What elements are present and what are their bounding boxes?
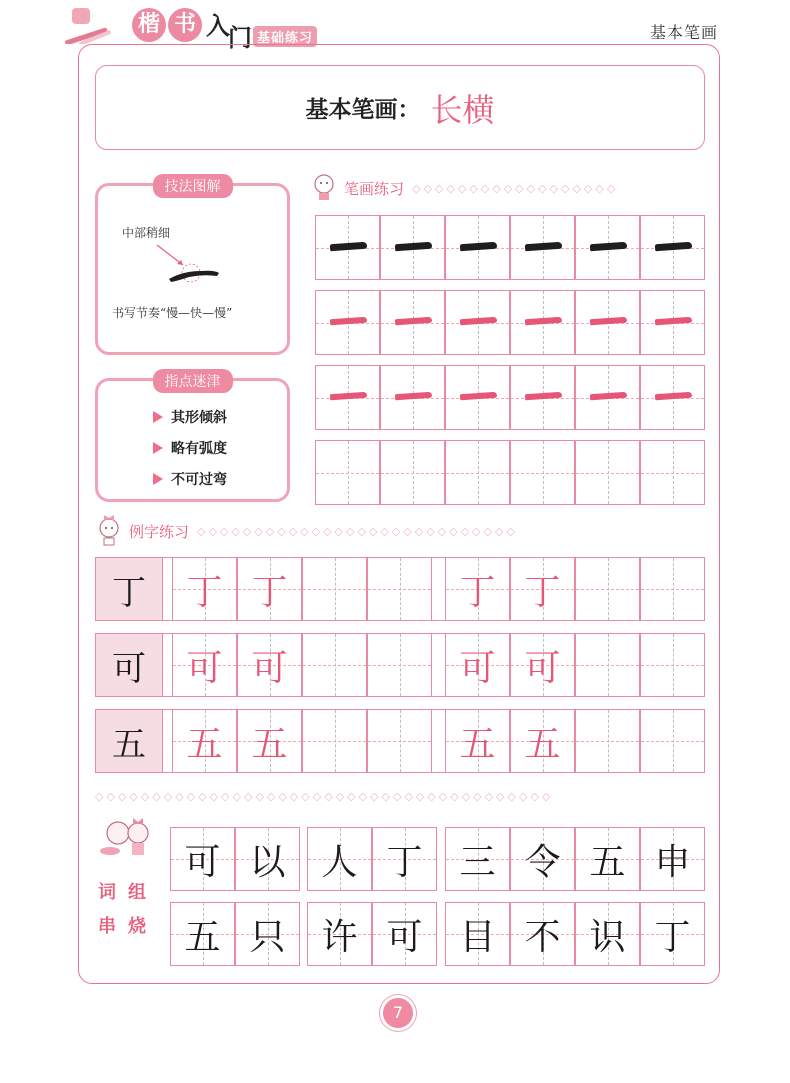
trace-character: 五	[459, 723, 496, 765]
trace-cell[interactable]	[575, 557, 640, 621]
word-character: 丁	[654, 916, 691, 958]
practice-cell[interactable]	[640, 365, 705, 430]
horizontal-stroke-icon	[655, 392, 692, 401]
tips-tag: 指点迷津	[153, 369, 233, 393]
practice-cell[interactable]	[315, 365, 380, 430]
stroke-practice-title: 笔画练习	[344, 179, 405, 198]
horizontal-stroke-icon	[330, 317, 367, 326]
word-character: 许	[321, 916, 358, 958]
trace-cell[interactable]	[510, 557, 575, 621]
word-character: 人	[321, 841, 358, 883]
trace-cell[interactable]	[172, 633, 237, 697]
practice-cell[interactable]	[575, 215, 640, 280]
practice-cell[interactable]	[445, 215, 510, 280]
tip-item: 不可过弯	[153, 469, 227, 489]
logo-bubble-1: 楷	[132, 8, 166, 42]
horizontal-stroke-icon	[395, 392, 432, 401]
triangle-bullet-icon	[153, 473, 163, 485]
practice-cell[interactable]	[380, 290, 445, 355]
word-character: 令	[524, 841, 561, 883]
example-practice-title: 例字练习	[129, 522, 190, 541]
technique-panel	[95, 179, 290, 355]
horizontal-stroke-icon	[525, 392, 562, 401]
stroke-diagram-icon	[153, 241, 223, 286]
word-character: 五	[589, 841, 626, 883]
cartoon-kids-icon	[98, 815, 163, 860]
practice-cell[interactable]	[575, 290, 640, 355]
word-cell[interactable]	[372, 902, 437, 966]
tip-item: 略有弧度	[153, 438, 227, 458]
technique-tag: 技法图解	[153, 174, 233, 198]
word-character: 申	[654, 841, 691, 883]
horizontal-stroke-icon	[655, 317, 692, 326]
gap-spacer	[432, 557, 445, 621]
gap-spacer	[163, 557, 172, 621]
word-cell[interactable]	[445, 902, 510, 966]
practice-cell[interactable]	[315, 440, 380, 505]
title-value: 长横	[430, 90, 495, 129]
practice-cell[interactable]	[445, 440, 510, 505]
trace-cell[interactable]	[302, 633, 367, 697]
practice-cell[interactable]	[510, 365, 575, 430]
title-label: 基本笔画：	[305, 97, 421, 123]
word-cell[interactable]	[640, 902, 705, 966]
cartoon-boy-icon	[310, 172, 340, 204]
practice-cell[interactable]	[510, 290, 575, 355]
practice-cell[interactable]	[445, 290, 510, 355]
page-number: 7	[383, 998, 413, 1028]
trace-cell[interactable]	[367, 557, 432, 621]
horizontal-stroke-icon	[525, 317, 562, 326]
word-character: 以	[249, 841, 286, 883]
triangle-bullet-icon	[153, 411, 163, 423]
word-character: 识	[589, 916, 626, 958]
practice-cell[interactable]	[315, 290, 380, 355]
trace-character: 可	[251, 647, 288, 689]
cartoon-girl-icon	[95, 514, 125, 548]
trace-character: 丁	[459, 571, 496, 613]
trace-cell[interactable]	[445, 709, 510, 773]
trace-cell[interactable]	[172, 709, 237, 773]
trace-character: 丁	[251, 571, 288, 613]
trace-cell[interactable]	[510, 709, 575, 773]
trace-cell[interactable]	[445, 557, 510, 621]
practice-cell[interactable]	[445, 365, 510, 430]
annotation-text: 中部稍细	[122, 226, 171, 240]
trace-character: 可	[459, 647, 496, 689]
trace-character: 可	[186, 647, 223, 689]
word-character: 只	[249, 916, 286, 958]
word-character: 可	[184, 841, 221, 883]
ink-brush-icon	[60, 6, 122, 44]
trace-cell[interactable]	[640, 709, 705, 773]
word-cell[interactable]	[307, 827, 372, 891]
word-cell[interactable]	[445, 827, 510, 891]
word-label-line1: 词组	[98, 882, 158, 903]
gap-spacer	[163, 633, 172, 697]
logo-char-2: 门	[228, 23, 252, 52]
word-character: 可	[386, 916, 423, 958]
trace-cell[interactable]	[302, 557, 367, 621]
gap-spacer	[432, 709, 445, 773]
practice-cell[interactable]	[315, 215, 380, 280]
trace-cell[interactable]	[575, 709, 640, 773]
trace-cell[interactable]	[367, 633, 432, 697]
horizontal-stroke-icon	[525, 242, 562, 252]
practice-cell[interactable]	[575, 440, 640, 505]
trace-character: 丁	[186, 571, 223, 613]
word-label-line2: 串烧	[98, 916, 158, 937]
horizontal-stroke-icon	[395, 242, 432, 252]
practice-cell[interactable]	[640, 290, 705, 355]
gap-spacer	[163, 709, 172, 773]
trace-cell[interactable]	[302, 709, 367, 773]
horizontal-stroke-icon	[460, 392, 497, 401]
word-cell[interactable]	[170, 902, 235, 966]
trace-cell[interactable]	[237, 709, 302, 773]
word-cell[interactable]	[235, 827, 300, 891]
trace-cell[interactable]	[445, 633, 510, 697]
book-logo	[60, 4, 350, 52]
horizontal-stroke-icon	[655, 242, 692, 252]
rhythm-text: 书写节奏“慢—快—慢”	[112, 306, 233, 320]
horizontal-stroke-icon	[395, 317, 432, 326]
trace-cell[interactable]	[172, 557, 237, 621]
word-cell[interactable]	[575, 902, 640, 966]
model-character: 丁	[95, 557, 163, 621]
horizontal-stroke-icon	[590, 242, 627, 252]
horizontal-stroke-icon	[330, 242, 367, 252]
example-practice-header	[95, 514, 710, 548]
word-cell[interactable]	[170, 827, 235, 891]
trace-cell[interactable]	[237, 633, 302, 697]
practice-cell[interactable]	[510, 215, 575, 280]
horizontal-stroke-icon	[330, 392, 367, 401]
logo-char-1: 入	[206, 11, 230, 40]
trace-cell[interactable]	[640, 633, 705, 697]
word-cell[interactable]	[575, 827, 640, 891]
word-cell[interactable]	[510, 902, 575, 966]
word-character: 五	[184, 916, 221, 958]
trace-character: 可	[524, 647, 561, 689]
tips-panel	[95, 374, 290, 502]
word-cell[interactable]	[510, 827, 575, 891]
horizontal-stroke-icon	[590, 317, 627, 326]
model-character: 可	[95, 633, 163, 697]
decorative-dots: ◇◇◇◇◇◇◇◇◇◇◇◇◇◇◇◇◇◇◇◇◇◇◇◇◇◇◇◇	[197, 524, 518, 538]
trace-cell[interactable]	[640, 557, 705, 621]
divider-dots: ◇◇◇◇◇◇◇◇◇◇◇◇◇◇◇◇◇◇◇◇◇◇◇◇◇◇◇◇◇◇◇◇◇◇◇◇◇◇◇◇	[95, 790, 554, 803]
word-character: 不	[524, 916, 561, 958]
horizontal-stroke-icon	[460, 317, 497, 326]
trace-character: 五	[524, 723, 561, 765]
word-cell[interactable]	[640, 827, 705, 891]
word-cell[interactable]	[372, 827, 437, 891]
logo-tag: 基础练习	[253, 26, 317, 47]
section-title: 基本笔画	[649, 23, 718, 42]
horizontal-stroke-icon	[460, 242, 497, 252]
model-character: 五	[95, 709, 163, 773]
trace-cell[interactable]	[510, 633, 575, 697]
tip-item: 其形倾斜	[153, 407, 227, 427]
practice-cell[interactable]	[380, 215, 445, 280]
word-character: 三	[459, 841, 496, 883]
gap-spacer	[432, 633, 445, 697]
practice-cell[interactable]	[640, 440, 705, 505]
practice-cell[interactable]	[510, 440, 575, 505]
practice-cell[interactable]	[640, 215, 705, 280]
word-cell[interactable]	[235, 902, 300, 966]
decorative-dots: ◇◇◇◇◇◇◇◇◇◇◇◇◇◇◇◇◇◇	[412, 181, 619, 195]
trace-character: 五	[186, 723, 223, 765]
title-box	[95, 65, 705, 150]
trace-character: 五	[251, 723, 288, 765]
horizontal-stroke-icon	[590, 392, 627, 401]
practice-cell[interactable]	[380, 440, 445, 505]
word-character: 目	[459, 916, 496, 958]
trace-cell[interactable]	[367, 709, 432, 773]
practice-cell[interactable]	[575, 365, 640, 430]
logo-bubble-2: 书	[168, 8, 202, 42]
practice-cell[interactable]	[380, 365, 445, 430]
stroke-practice-header	[310, 172, 710, 204]
trace-cell[interactable]	[575, 633, 640, 697]
triangle-bullet-icon	[153, 442, 163, 454]
trace-character: 丁	[524, 571, 561, 613]
word-character: 丁	[386, 841, 423, 883]
trace-cell[interactable]	[237, 557, 302, 621]
word-cell[interactable]	[307, 902, 372, 966]
